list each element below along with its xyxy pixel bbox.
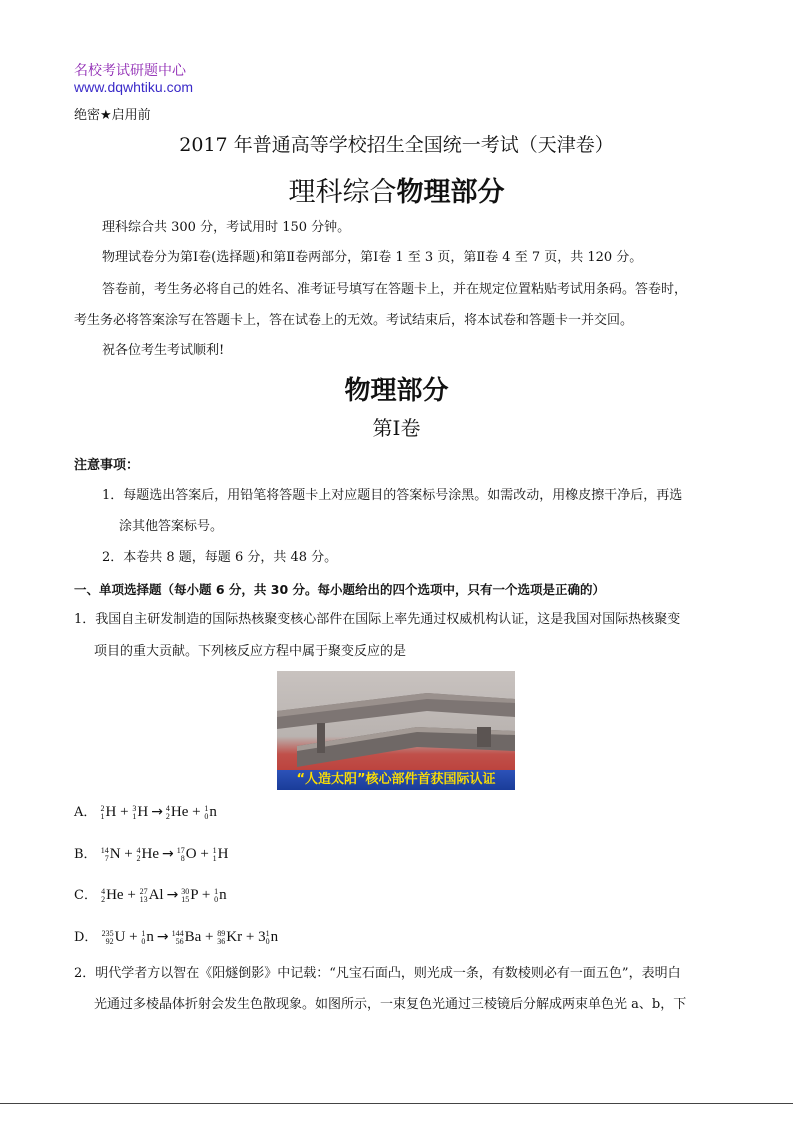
arrow-icon: →: [166, 887, 179, 903]
notice-item: 2．本卷共 8 题，每题 6 分，共 48 分。: [102, 550, 338, 565]
subject-prefix: 理科综合: [288, 177, 397, 208]
equation: 235 92 U + 1 0 n → 144 56 Ba + 89 36 Kr + 3 1 0 n: [101, 928, 279, 946]
intro-line: 物理试卷分为第Ⅰ卷(选择题)和第Ⅱ卷两部分，第Ⅰ卷 1 至 3 页，第Ⅱ卷 4 至 7 页，共 120 分。: [102, 250, 643, 265]
section-title: 物理部分: [344, 376, 449, 406]
arrow-icon: →: [156, 929, 169, 945]
photo-caption: “人造太阳”核心部件首获国际认证: [277, 770, 515, 790]
arrow-icon: →: [162, 846, 174, 862]
option-label: B．: [74, 847, 97, 862]
question-1-line: 项目的重大贡献。下列核反应方程中属于聚变反应的是: [94, 644, 407, 659]
notice-item: 1．每题选出答案后，用铅笔将答题卡上对应题目的答案标号涂黑。如需改动，用橡皮擦干净后，再选: [102, 488, 683, 503]
site-url[interactable]: www.dqwhtiku.com: [74, 79, 194, 95]
option-d[interactable]: [74, 926, 278, 946]
question-1-line: 1．我国自主研发制造的国际热核聚变核心部件在国际上率先通过权威机构认证，这是我国对国际热核聚变: [74, 612, 681, 627]
reactor-photo: [277, 671, 515, 790]
equation: 2 1 H + 3 1 H → 4 2 He + 1 0 n: [100, 803, 217, 821]
secret-label: 绝密★启用前: [74, 108, 151, 123]
equation: 14 7 N + 4 2 He → 17 8 O + 1 1 H: [100, 845, 229, 863]
exam-title: 2017 年普通高等学校招生全国统一考试（天津卷）: [179, 134, 614, 156]
option-c[interactable]: [74, 884, 227, 904]
intro-line: 答卷前，考生务必将自己的姓名、准考证号填写在答题卡上，并在规定位置粘贴考试用条码。答卷时，: [102, 282, 688, 297]
site-name: 名校考试研题中心: [74, 63, 186, 79]
question-2-line: 2．明代学者方以智在《阳燧倒影》中记载：“凡宝石面凸，则光成一条，有数棱则必有一面五色”，表明白: [74, 966, 681, 981]
subject-bold: 物理部分: [396, 177, 505, 208]
notice-item: 涂其他答案标号。: [119, 519, 224, 534]
equation: 4 2 He + 27 13 Al → 30 15 P + 1 0 n: [101, 886, 227, 904]
intro-line: 理科综合共 300 分，考试用时 150 分钟。: [102, 220, 351, 235]
part1-heading: 一、单项选择题（每小题 6 分，共 30 分。每小题给出的四个选项中，只有一个选项是正确的）: [74, 582, 606, 597]
option-a[interactable]: [74, 801, 217, 821]
volume-title: 第Ⅰ卷: [372, 416, 421, 440]
option-b[interactable]: [74, 843, 228, 863]
arrow-icon: →: [151, 804, 163, 820]
footer-divider: [0, 1103, 793, 1104]
question-2-line: 光通过多棱晶体折射会发生色散现象。如图所示，一束复色光通过三棱镜后分解成两束单色光 a、b，下: [94, 997, 687, 1012]
intro-line: 考生务必将答案涂写在答题卡上，答在试卷上的无效。考试结束后，将本试卷和答题卡一并交回。: [74, 313, 634, 328]
intro-line: 祝各位考生考试顺利!: [102, 343, 225, 358]
option-label: C．: [74, 888, 97, 903]
notice-heading: 注意事项：: [74, 458, 140, 473]
option-label: A．: [74, 805, 97, 820]
subject-title: [0, 170, 793, 209]
option-label: D．: [74, 930, 98, 945]
